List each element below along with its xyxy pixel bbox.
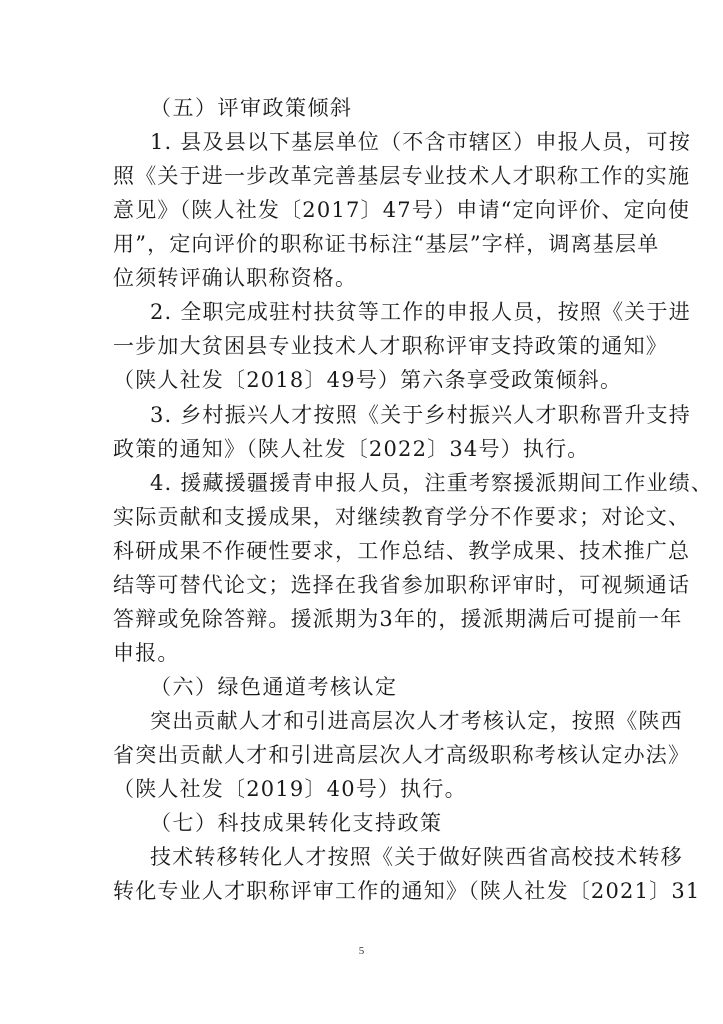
paragraph-5-line-2: 省突出贡献人才和引进高层次人才高级职称考核认定办法》 [113, 743, 691, 767]
paragraph-5-line-3: （陕人社发〔2019〕40号）执行。 [113, 777, 467, 801]
paragraph-2-line-3: （陕人社发〔2018〕49号）第六条享受政策倾斜。 [113, 368, 623, 392]
paragraph-6-line-1: 技术转移转化人才按照《关于做好陕西省高校技术转移 [150, 845, 683, 869]
paragraph-1-line-3: 意见》（陕人社发〔2017〕47号）申请“定向评价、定向使 [113, 198, 691, 222]
paragraph-1-line-2: 照《关于进一步改革完善基层专业技术人才职称工作的实施 [113, 164, 691, 188]
paragraph-3-line-1: 3. 乡村振兴人才按照《关于乡村振兴人才职称晋升支持 [150, 403, 691, 427]
paragraph-2-line-2: 一步加大贫困县专业技术人才职称评审支持政策的通知》 [113, 334, 668, 358]
section-heading-five: （五）评审政策倾斜 [150, 96, 353, 120]
paragraph-2-line-1: 2. 全职完成驻村扶贫等工作的申报人员，按照《关于进 [150, 300, 691, 324]
paragraph-1-line-1: 1. 县及县以下基层单位（不含市辖区）申报人员，可按 [150, 130, 691, 154]
paragraph-4-line-4: 结等可替代论文；选择在我省参加职称评审时，可视频通话 [113, 573, 691, 597]
paragraph-4-line-6: 申报。 [113, 641, 180, 665]
section-heading-seven: （七）科技成果转化支持政策 [150, 811, 443, 835]
paragraph-4-line-3: 科研成果不作硬性要求，工作总结、教学成果、技术推广总 [113, 539, 691, 563]
paragraph-6-line-2: 转化专业人才职称评审工作的通知》（陕人社发〔2021〕31 [113, 879, 701, 903]
paragraph-1-line-4: 用”，定向评价的职称证书标注“基层”字样，调离基层单 [113, 232, 660, 256]
paragraph-1-line-5: 位须转评确认职称资格。 [113, 266, 358, 290]
paragraph-4-line-2: 实际贡献和支援成果，对继续教育学分不作要求；对论文、 [113, 505, 691, 529]
paragraph-5-line-1: 突出贡献人才和引进高层次人才考核认定，按照《陕西 [150, 709, 683, 733]
paragraph-4-line-5: 答辩或免除答辩。援派期为3年的，援派期满后可提前一年 [113, 607, 683, 631]
page-number: 5 [358, 945, 365, 957]
paragraph-3-line-2: 政策的通知》（陕人社发〔2022〕34号）执行。 [113, 437, 590, 461]
section-heading-six: （六）绿色通道考核认定 [150, 675, 398, 699]
paragraph-4-line-1: 4. 援藏援疆援青申报人员，注重考察援派期间工作业绩、 [150, 471, 714, 495]
